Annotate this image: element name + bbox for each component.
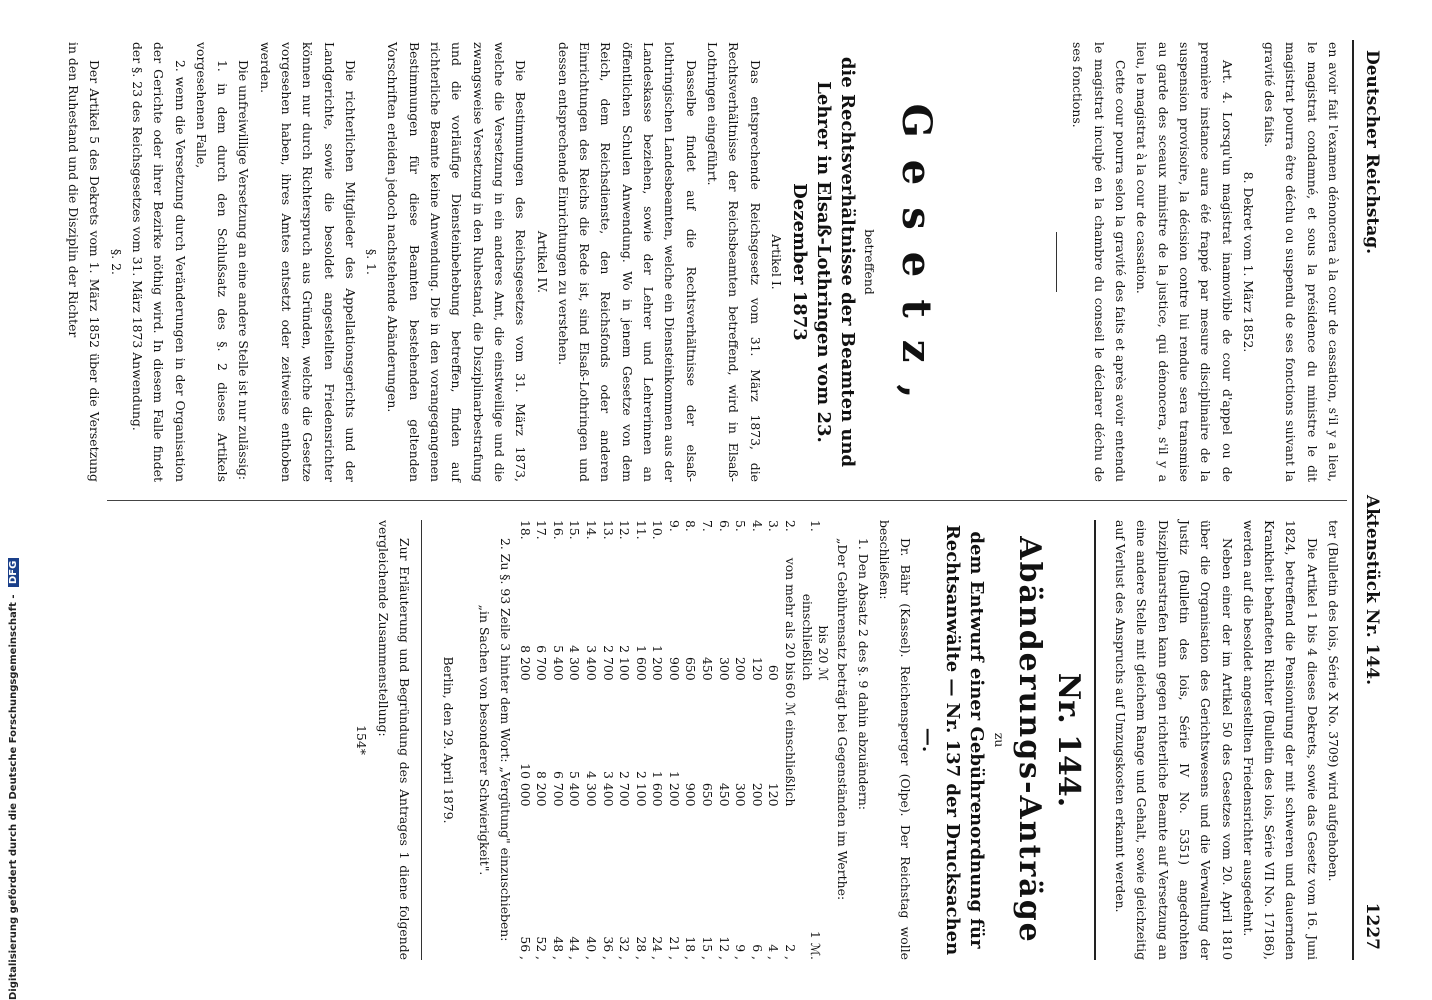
- table-cell: [682, 806, 699, 902]
- decree-heading: 8. Dekret vom 1. März 1852.: [1240, 171, 1256, 353]
- table-cell: 2 100: [617, 645, 633, 681]
- table-cell: 200: [733, 656, 749, 681]
- left-column: [63, 42, 1344, 482]
- table-cell: 2 100: [633, 771, 649, 807]
- table-cell: 15 ,: [700, 936, 716, 960]
- table-cell: 650: [683, 656, 699, 681]
- table-row: [582, 520, 599, 960]
- article-text: Dasselbe findet auf die Rechtsverhältnisse der elsaß-lothringischen Landesbeamten, welche ein Diensteinkommen aus der Landeskasse beziehen, sowie der Lehrer und Lehrerinnen an öffentlichen Schulen Anwendung. Wo in jenem Gesetze von dem Reich, dem Reichsdienste, den Reichsfonds oder anderen Einrichtungen des Reichs die Rede ist, sind Elsaß-Lothringen und dessen entsprechende Einrichtungen zu verstehen.: [555, 42, 699, 482]
- french-paragraph: en avoir fait l'examen dénoncera à la cour de cassation, s'il y a lieu, le magistrat condamné, et sous la présidence du ministre le dit magistrat pourra être déchu ou suspendu de ses fonctions suivant la gravité des faits.: [1262, 42, 1341, 482]
- document-number: Nr. 144.: [1050, 672, 1086, 808]
- table-cell: 8 200: [534, 771, 550, 807]
- table-cell: 52 ,: [534, 936, 550, 960]
- table-cell: 18 ,: [683, 936, 699, 960]
- table-cell: 21 ,: [666, 936, 682, 960]
- table-cell: 13.: [600, 520, 616, 540]
- table-cell: [616, 806, 633, 902]
- table-cell: 200: [749, 782, 765, 807]
- article-text: Das entsprechende Reichsgesetz vom 31. März 1873, die Rechtsverhältnisse der Reichsbeamten betreffend, wird in Elsaß-Lothringen eingeführt.: [704, 42, 763, 482]
- table-cell: 40 ,: [583, 936, 599, 960]
- divider: [421, 520, 422, 960]
- table-row: [781, 520, 798, 960]
- law-title: Gesetz,: [893, 103, 941, 421]
- list-item: 1. in dem durch den Schlußsatz des §. 2 dieses Artikels vorgesehenen Falle,: [193, 42, 231, 482]
- header-document-number: Aktenstück Nr. 144.: [1362, 495, 1382, 686]
- table-cell: [665, 806, 682, 902]
- table-cell: 12 ,: [716, 936, 732, 960]
- table-row: [715, 520, 732, 960]
- table-cell: 56 ,: [517, 936, 533, 960]
- article-heading: Artikel I.: [768, 234, 784, 290]
- table-cell: 14.: [583, 520, 599, 540]
- table-row: [599, 520, 616, 960]
- motion-quote: „in Sachen von besonderer Schwierigkeit".: [476, 604, 492, 876]
- table-row: [765, 520, 782, 960]
- article-text: Die Bestimmungen des Reichsgesetzes vom 31. März 1873, welche die Versetzung in ein anderes Amt, die einstweilige und die zwangsweise Versetzung in den Ruhestand, die Disziplinarbestrafung und die vorläufige Diensteinbehebung betreffen, finden auf richterliche Beamte keine Anwendung. Die in den vorangegangenen Bestimmungen für diese Beamten bestehenden geltenden Vorschriften erleiden jedoch nachstehende Abänderungen.: [385, 42, 529, 482]
- table-cell: 17.: [534, 520, 550, 540]
- table-row: [649, 520, 666, 960]
- article-heading: Artikel IV.: [534, 230, 550, 294]
- table-cell: bis 20 ℳ einschließlich: [799, 593, 832, 681]
- table-cell: 5 400: [550, 645, 566, 681]
- divider: [1056, 232, 1057, 292]
- table-cell: 4.: [749, 520, 765, 532]
- table-cell: 650: [700, 782, 716, 807]
- table-cell: 8 200: [517, 645, 533, 681]
- table-cell: 60: [766, 664, 782, 681]
- table-cell: 6 700: [534, 645, 550, 681]
- table-row: [533, 520, 550, 960]
- table-cell: 6.: [716, 520, 732, 532]
- table-cell: 9.: [666, 520, 682, 532]
- table-cell: 1 200: [666, 771, 682, 807]
- table-cell: 1 ℳ.: [807, 930, 823, 960]
- signature-line: Berlin, den 29. April 1879.: [441, 656, 457, 824]
- table-cell: [549, 806, 566, 902]
- table-cell: 24 ,: [650, 936, 666, 960]
- table-cell: 1 200: [650, 645, 666, 681]
- table-cell: 300: [716, 656, 732, 681]
- table-cell: [765, 806, 782, 902]
- table-cell: 1 600: [633, 645, 649, 681]
- table-row: [516, 520, 533, 960]
- table-cell: 3 400: [583, 645, 599, 681]
- page-header: [1352, 40, 1384, 960]
- table-cell: 2 700: [617, 771, 633, 807]
- section-text: Der Artikel 5 des Dekrets vom 1. März 1852 über die Versetzung in den Ruhestand und die Disziplin der Richter: [66, 42, 103, 482]
- section-text: Die unfreiwillige Versetzung an eine andere Stelle ist nur zulässig:: [236, 60, 252, 481]
- table-cell: 36 ,: [600, 936, 616, 960]
- table-cell: 120: [766, 782, 782, 807]
- footer-credit: Digitalisierung gefördert durch die Deutsche Forschungsgemeinschaft -: [8, 594, 19, 1000]
- table-cell: [632, 806, 649, 902]
- table-cell: [533, 806, 550, 902]
- table-row: [732, 520, 749, 960]
- table-cell: 3 400: [600, 771, 616, 807]
- french-paragraph: Art. 4. Lorsqu'un magistrat inamovible de cour d'appel ou de première instance aura été frappé par mesure disciplinaire de la suspension provisoire, la décision contre lui rendue sera transmise au garde des sceaux ministre de la justice, qui dénoncera, s'il y a lieu, le magistrat à la cour de cassation.: [1134, 42, 1235, 482]
- table-cell: 10.: [650, 520, 666, 540]
- table-row: [549, 520, 566, 960]
- sheet-mark: 154*: [354, 725, 370, 755]
- table-cell: 450: [700, 656, 716, 681]
- table-cell: 120: [749, 656, 765, 681]
- table-cell: 28 ,: [633, 936, 649, 960]
- table-row: [616, 520, 633, 960]
- motion-item: 1. Den Absatz 2 des §. 9 dahin abzuändern:: [855, 538, 871, 811]
- table-cell: 900: [666, 656, 682, 681]
- motion-item: 2. Zu §. 93 Zeile 3 hinter dem Wort: „Vergütung" einzuschieben:: [497, 538, 513, 942]
- table-cell: [781, 806, 798, 902]
- table-cell: 18.: [517, 520, 533, 540]
- table-cell: 15.: [567, 520, 583, 540]
- table-cell: 6 ,: [749, 944, 765, 960]
- page-number: 1227: [1362, 902, 1382, 950]
- list-item: 2. wenn die Versetzung durch Veränderungen in der Organisation der Gerichte oder ihrer Bezirke nöthig wird. In diesem Falle findet der §. 23 des Reichsgesetzes vom 31. März 1873 Anwendung.: [129, 42, 188, 482]
- section-heading: §. 2.: [108, 249, 124, 275]
- table-cell: 4 ,: [766, 944, 782, 960]
- dfg-logo: DFG: [8, 558, 19, 587]
- table-cell: 12.: [617, 520, 633, 540]
- table-row: [632, 520, 649, 960]
- table-cell: 2 ,: [783, 944, 799, 960]
- table-cell: 7.: [700, 520, 716, 532]
- table-row: [748, 520, 765, 960]
- table-row: [798, 520, 831, 960]
- zu-label: zu: [991, 732, 1007, 748]
- table-cell: 5.: [733, 520, 749, 532]
- table-cell: [582, 806, 599, 902]
- table-cell: [516, 806, 533, 902]
- table-row: [682, 520, 699, 960]
- table-cell: [715, 806, 732, 902]
- table-cell: 11.: [633, 520, 649, 540]
- document-subtitle: dem Entwurf einer Gebührenordnung für Rechtsanwälte — Nr. 137 der Drucksachen —.: [918, 524, 988, 956]
- fee-table: [516, 520, 831, 960]
- table-row: [699, 520, 716, 960]
- table-cell: 60 ℳ einschließlich: [783, 682, 799, 807]
- closing-text: Zur Erläuterung und Begründung des Antrages 1 diene folgende vergleichende Zusammenstellung:: [375, 520, 413, 960]
- table-cell: 8.: [683, 520, 699, 532]
- motion-intro: Dr. Bähr (Kassel). Reichensperger (Olpe). Der Reichstag wolle beschließen:: [877, 520, 914, 960]
- continuation-text: Neben einer der im Artikel 50 des Gesetzes vom 20. April 1810 über die Organisation des Gerichtswesens und die Verwaltung der Justiz (Bulletin des lois, Série IV No. 5351) angedrohten Disziplinarstrafen kann gegen richterliche Beamte auf Versetzung an eine andere Stelle mit gleichem Range und Gehalt, sowie gleichzeitig auf Verlust des Anspruchs auf Umzugskosten erkannt werden.: [1113, 520, 1235, 960]
- table-cell: [748, 806, 765, 902]
- section-heading: §. 1.: [364, 249, 380, 275]
- table-cell: 10 000: [517, 763, 533, 807]
- header-left: Deutscher Reichstag.: [1362, 50, 1382, 255]
- table-cell: 9 ,: [733, 944, 749, 960]
- law-subject: die Rechtsverhältnisse der Beamten und Lehrer in Elsaß-Lothringen vom 23. Dezember 1873: [788, 56, 858, 468]
- table-cell: 5 400: [567, 771, 583, 807]
- table-cell: von mehr als 20 bis: [783, 557, 799, 681]
- table-row: [566, 520, 583, 960]
- table-cell: [798, 681, 831, 807]
- table-cell: 4 300: [583, 771, 599, 807]
- table-cell: 6 700: [550, 771, 566, 807]
- table-cell: [566, 806, 583, 902]
- table-cell: 1.: [807, 520, 823, 532]
- table-cell: 3.: [766, 520, 782, 532]
- table-cell: [732, 806, 749, 902]
- table-cell: 2 700: [600, 645, 616, 681]
- table-cell: 2.: [783, 520, 799, 532]
- section-text: Die richterlichen Mitglieder des Appellationsgerichts und der Landgerichte, sowie die besoldet angestellten Friedensrichter können nur durch Richterspruch aus Gründen, welche die Gesetze vorgesehen haben, ihres Amtes entsetzt oder zeitweise enthoben werden.: [257, 42, 358, 482]
- motion-quote: „Der Gebührensatz beträgt bei Gegenständen im Werthe:: [834, 538, 850, 901]
- table-cell: 450: [716, 782, 732, 807]
- document-title: Abänderungs-Anträge: [1011, 536, 1047, 944]
- table-cell: 300: [733, 782, 749, 807]
- french-paragraph: Cette cour pourra selon la gravité des faits et après avoir entendu le magistrat inculpé en la chambre du conseil le déclarer déchu de ses fonctions.: [1070, 42, 1129, 482]
- table-cell: 48 ,: [550, 936, 566, 960]
- table-row: [665, 520, 682, 960]
- table-cell: [649, 806, 666, 902]
- table-cell: 44 ,: [567, 936, 583, 960]
- table-cell: 32 ,: [617, 936, 633, 960]
- law-subtitle: betreffend: [862, 229, 878, 295]
- table-cell: [798, 806, 831, 902]
- table-cell: [699, 806, 716, 902]
- table-cell: 16.: [550, 520, 566, 540]
- continuation-text: ter (Bulletin des lois, Série X No. 3709) wird aufgehoben.: [1326, 520, 1341, 882]
- column-separator: [107, 500, 1347, 501]
- right-column: [351, 520, 1344, 960]
- continuation-text: Die Artikel 1 bis 4 dieses Dekrets, sowie das Gesetz vom 16. Juni 1824, betreffend die Pensionirung der mit schweren und dauernden Krankheit behafteten Richter (Bulletin des lois, Série VII No. 17186), werden auf die besoldet angestellten Friedensrichter ausgedehnt.: [1240, 520, 1320, 960]
- divider: [1094, 520, 1096, 960]
- footer-credit-container: [8, 560, 22, 1000]
- table-cell: 900: [683, 782, 699, 807]
- table-cell: 1 600: [650, 771, 666, 807]
- table-cell: [599, 806, 616, 902]
- table-cell: 4 300: [567, 645, 583, 681]
